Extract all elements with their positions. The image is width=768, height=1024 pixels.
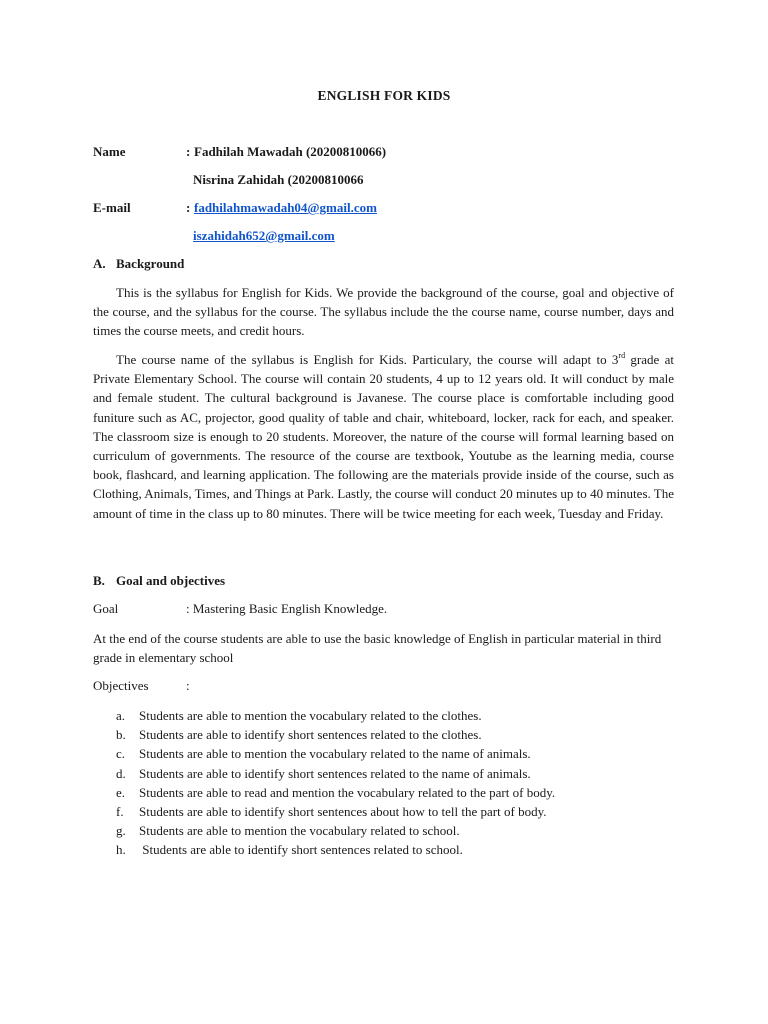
background-paragraph-1: This is the syllabus for English for Kids. We provide the background of the course, goal and objective of the course, and the syllabus for the course. The syllabus include the the course name, course number, days and times the course meets, and credit hours. xyxy=(93,285,674,339)
name-colon: : xyxy=(186,144,191,159)
goal-paragraph: At the end of the course students are able to use the basic knowledge of English in particular material in third grade in elementary school xyxy=(93,631,662,666)
objective-item: d. Students are able to identify short sentences related to the name of animals. xyxy=(116,765,531,781)
name-label: Name xyxy=(93,144,126,159)
section-a-letter: A. xyxy=(93,256,106,271)
objective-item: e. Students are able to read and mention the vocabulary related to the part of body. xyxy=(116,784,556,800)
objective-item: g. Students are able to mention the vocabulary related to school. xyxy=(116,823,460,839)
name-row-2 xyxy=(0,172,768,190)
section-a-heading xyxy=(93,256,184,272)
email-link-1[interactable]: fadhilahmawadah04@gmail.com xyxy=(194,200,377,215)
background-paragraph-2 xyxy=(93,350,674,523)
section-b-title: Goal and objectives xyxy=(116,573,226,588)
name-row xyxy=(0,144,768,162)
goal-label: Goal xyxy=(93,601,119,616)
objective-item: h. Students are able to identify short sentences related to school. xyxy=(116,842,463,858)
paragraph-2-rest: grade at Private Elementary School. The course will contain 20 students, 4 up to 12 years old. It will conduct by male and female student. The cultural background is Javanese. The course place is comfortable including good funiture such as AC, projector, good quality of table and chair, whiteboard, locker, rack for each, and speaker. The classroom size is enough to 20 students. Moreover, the nature of the course will formal learning based on curriculum of governments. The resource of the course are textbook, Youtube as the learning media, course book, flashcard, and learning application. The following are the materials provide inside of the course, such as Clothing, Animals, Times, and Things at Park. Lastly, the course will conduct 20 minutes up to 40 minutes. The amount of time in the class up to 80 minutes. There will be twice meeting for each week, Tuesday and Friday. xyxy=(93,352,674,521)
section-b-letter: B. xyxy=(93,573,105,588)
goal-row xyxy=(93,601,593,619)
section-a-title: Background xyxy=(116,256,185,271)
email-colon: : xyxy=(186,200,191,215)
goal-text: : Mastering Basic English Knowledge. xyxy=(186,601,388,616)
ordinal-superscript: rd xyxy=(618,351,626,360)
objectives-colon: : xyxy=(186,678,190,693)
objective-item: c. Students are able to mention the vocabulary related to the name of animals. xyxy=(116,746,531,762)
email-link-2[interactable]: iszahidah652@gmail.com xyxy=(193,228,335,243)
email-row-2 xyxy=(0,228,768,246)
objectives-list xyxy=(116,706,555,860)
author-name-1: Fadhilah Mawadah (20200810066) xyxy=(194,144,387,159)
paragraph-2-start: The course name of the syllabus is English for Kids. Particulary, the course will adapt to 3 xyxy=(116,352,619,367)
document-title: ENGLISH FOR KIDS xyxy=(317,88,451,103)
objective-item: a. Students are able to mention the vocabulary related to the clothes. xyxy=(116,708,482,723)
email-row xyxy=(0,200,768,218)
author-name-2: Nisrina Zahidah (20200810066 xyxy=(193,172,364,187)
objectives-label: Objectives xyxy=(93,678,149,693)
objective-item: f. Students are able to identify short sentences about how to tell the part of body. xyxy=(116,803,547,819)
email-label: E-mail xyxy=(93,200,131,215)
objectives-row xyxy=(93,678,293,696)
objective-item: b. Students are able to identify short sentences related to the clothes. xyxy=(116,727,482,743)
section-b-heading xyxy=(93,573,225,589)
